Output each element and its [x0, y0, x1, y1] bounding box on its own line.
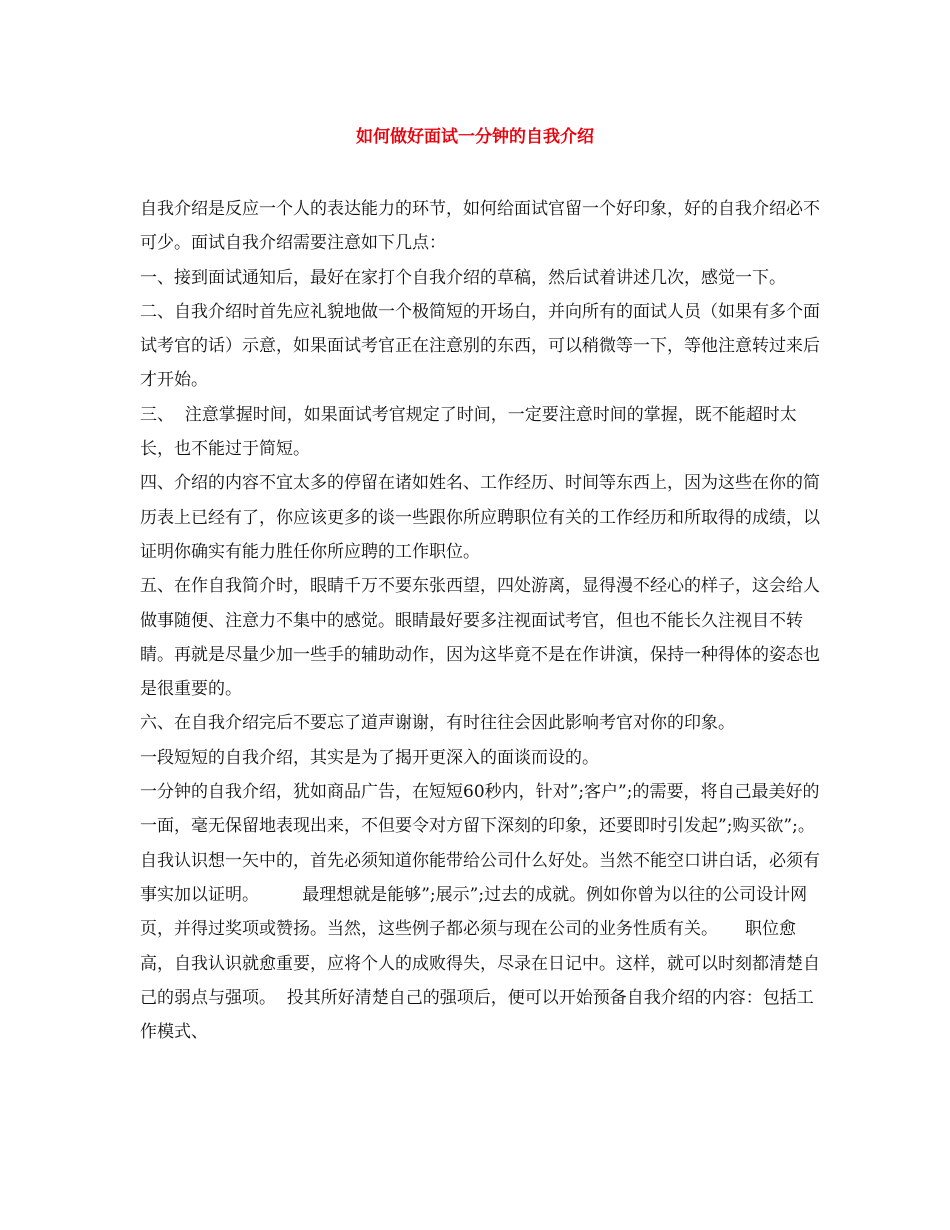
paragraph-point-4: 四、介绍的内容不宜太多的停留在诸如姓名、工作经历、时间等东西上，因为这些在你的简历表上已经有了，你应该更多的谈一些跟你所应聘职位有关的工作经历和所取得的成绩，以证明你确实有能力胜任你所应聘的工作职位。 [140, 473, 820, 562]
paragraph-one-minute: 一分钟的自我介绍，犹如商品广告，在短短60秒内，针对”;客户”;的需要，将自己最美好的一面，毫无保留地表现出来，不但要令对方留下深刻的印象，还要即时引发起”;购买欲”;。 自我认识想一矢中的，首先必须知道你能带给公司什么好处。当然不能空口讲白话，必须有事实加以证明。 最理想就是能够”;展示”;过去的成就。例如你曾为以往的公司设计网页，并得过奖项或赞扬。当然，这些例子都必须与现在公司的业务性质有关。 职位愈高，自我认识就愈重要，应将个人的成败得失，尽录在日记中。这样，就可以时刻都清楚自己的弱点与强项。 投其所好清楚自己的强项后，便可以开始预备自我介绍的内容：包括工作模式、 [140, 782, 826, 1043]
paragraph-summary: 一段短短的自我介绍，其实是为了揭开更深入的面谈而设的。 [140, 747, 599, 768]
paragraph-point-3: 三、 注意掌握时间，如果面试考官规定了时间，一定要注意时间的掌握，既不能超时太长，也不能过于简短。 [140, 404, 797, 460]
paragraph-point-1: 一、接到面试通知后，最好在家打个自我介绍的草稿，然后试着讲述几次，感觉一下。 [140, 267, 786, 288]
paragraph-intro: 自我介绍是反应一个人的表达能力的环节，如何给面试官留一个好印象，好的自我介绍必不可少。面试自我介绍需要注意如下几点： [140, 199, 820, 254]
paragraph-point-5: 五、在作自我简介时，眼睛千万不要东张西望，四处游离，显得漫不经心的样子，这会给人做事随便、注意力不集中的感觉。眼睛最好要多注视面试考官，但也不能长久注视目不转睛。再就是尽量少加一些手的辅助动作，因为这毕竟不是在作讲演，保持一种得体的姿态也是很重要的。 [140, 576, 820, 700]
paragraph-point-6: 六、在自我介绍完后不要忘了道声谢谢，有时往往会因此影响考官对你的印象。 [140, 713, 735, 734]
document-body [140, 192, 826, 1049]
paragraph-point-2: 二、自我介绍时首先应礼貌地做一个极简短的开场白，并向所有的面试人员（如果有多个面试考官的话）示意，如果面试考官正在注意别的东西，可以稍微等一下，等他注意转过来后才开始。 [140, 301, 820, 391]
document-title: 如何做好面试一分钟的自我介绍 [356, 127, 594, 147]
